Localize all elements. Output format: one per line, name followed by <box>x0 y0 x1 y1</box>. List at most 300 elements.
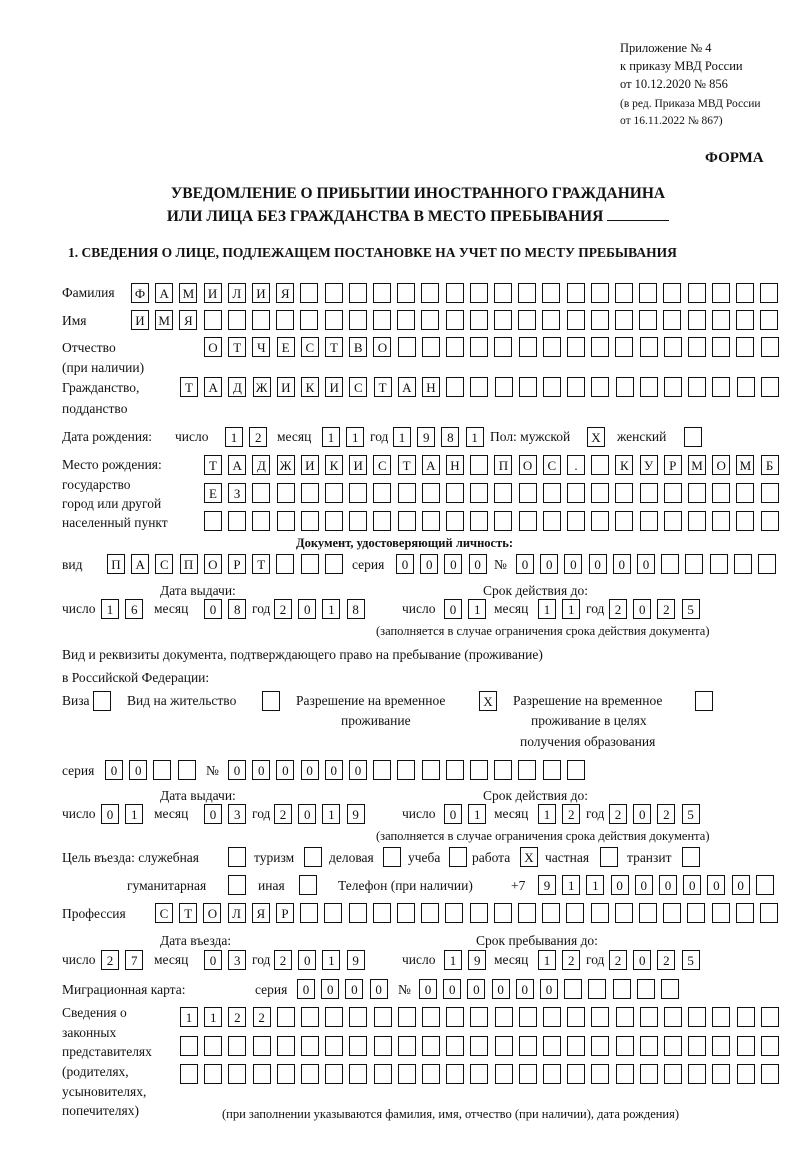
char-box[interactable]: 0 <box>105 760 123 780</box>
char-box[interactable]: Т <box>180 377 198 397</box>
char-box[interactable]: 0 <box>419 979 437 999</box>
char-box[interactable]: О <box>373 337 391 357</box>
char-box[interactable]: О <box>519 455 537 475</box>
char-box[interactable] <box>519 337 537 357</box>
char-box[interactable]: С <box>543 455 561 475</box>
char-box[interactable] <box>373 903 391 923</box>
char-box[interactable] <box>325 483 343 503</box>
char-box[interactable]: 2 <box>274 804 292 824</box>
char-box[interactable]: Е <box>204 483 222 503</box>
char-box[interactable] <box>470 283 488 303</box>
char-box[interactable] <box>737 1036 755 1056</box>
char-box[interactable]: О <box>204 554 222 574</box>
char-box[interactable] <box>519 1007 537 1027</box>
char-box[interactable]: Ж <box>277 455 295 475</box>
char-box[interactable]: И <box>277 377 295 397</box>
char-box[interactable] <box>542 310 560 330</box>
char-box[interactable]: 0 <box>301 760 319 780</box>
char-box[interactable] <box>374 1036 392 1056</box>
char-box[interactable]: 0 <box>516 554 534 574</box>
char-box[interactable]: 0 <box>611 875 629 895</box>
char-box[interactable]: 0 <box>276 760 294 780</box>
char-box[interactable] <box>495 1036 513 1056</box>
char-box[interactable] <box>664 1064 682 1084</box>
char-box[interactable]: Р <box>276 903 294 923</box>
char-box[interactable]: 0 <box>228 760 246 780</box>
char-box[interactable]: 0 <box>492 979 510 999</box>
char-box[interactable]: К <box>615 455 633 475</box>
char-box[interactable] <box>736 511 754 531</box>
char-box[interactable] <box>446 511 464 531</box>
char-box[interactable] <box>276 554 294 574</box>
char-box[interactable]: 0 <box>370 979 388 999</box>
char-box[interactable] <box>736 337 754 357</box>
char-box[interactable]: 9 <box>417 427 435 447</box>
char-box[interactable] <box>421 283 439 303</box>
char-box[interactable] <box>712 1064 730 1084</box>
char-box[interactable] <box>712 283 730 303</box>
char-box[interactable] <box>398 1036 416 1056</box>
char-box[interactable]: 1 <box>180 1007 198 1027</box>
char-box[interactable] <box>349 1036 367 1056</box>
char-box[interactable]: Т <box>252 554 270 574</box>
char-box[interactable] <box>688 337 706 357</box>
char-box[interactable] <box>301 483 319 503</box>
char-box[interactable] <box>567 1036 585 1056</box>
char-box[interactable]: О <box>712 455 730 475</box>
char-box[interactable]: 0 <box>613 554 631 574</box>
char-box[interactable] <box>204 1064 222 1084</box>
char-box[interactable]: Н <box>446 455 464 475</box>
char-box[interactable] <box>591 1007 609 1027</box>
char-box[interactable] <box>712 903 730 923</box>
char-box[interactable]: М <box>179 283 197 303</box>
char-box[interactable] <box>567 377 585 397</box>
char-box[interactable] <box>567 337 585 357</box>
char-box[interactable]: 8 <box>441 427 459 447</box>
char-box[interactable]: Е <box>277 337 295 357</box>
char-box[interactable]: У <box>640 455 658 475</box>
char-box[interactable] <box>640 1036 658 1056</box>
char-box[interactable]: О <box>204 337 222 357</box>
char-box[interactable] <box>518 760 536 780</box>
char-box[interactable]: А <box>422 455 440 475</box>
char-box[interactable] <box>228 310 246 330</box>
char-box[interactable] <box>397 903 415 923</box>
char-box[interactable] <box>300 310 318 330</box>
char-box[interactable] <box>228 875 246 895</box>
char-box[interactable]: Л <box>228 903 246 923</box>
char-box[interactable]: Т <box>228 337 246 357</box>
char-box[interactable] <box>736 903 754 923</box>
char-box[interactable]: П <box>107 554 125 574</box>
char-box[interactable]: Я <box>276 283 294 303</box>
char-box[interactable]: 2 <box>609 804 627 824</box>
char-box[interactable] <box>591 283 609 303</box>
char-box[interactable] <box>325 554 343 574</box>
char-box[interactable]: И <box>349 455 367 475</box>
char-box[interactable] <box>300 283 318 303</box>
char-box[interactable] <box>567 511 585 531</box>
char-box[interactable] <box>301 554 319 574</box>
char-box[interactable] <box>301 1007 319 1027</box>
char-box[interactable] <box>470 483 488 503</box>
char-box[interactable] <box>446 283 464 303</box>
char-box[interactable] <box>445 903 463 923</box>
char-box[interactable]: 1 <box>393 427 411 447</box>
char-box[interactable]: 1 <box>322 950 340 970</box>
char-box[interactable]: М <box>736 455 754 475</box>
char-box[interactable]: М <box>155 310 173 330</box>
char-box[interactable] <box>591 310 609 330</box>
char-box[interactable] <box>470 455 488 475</box>
char-box[interactable]: П <box>494 455 512 475</box>
char-box[interactable] <box>543 377 561 397</box>
char-box[interactable]: 0 <box>444 554 462 574</box>
char-box[interactable]: 1 <box>322 804 340 824</box>
char-box[interactable]: 0 <box>633 950 651 970</box>
char-box[interactable] <box>349 483 367 503</box>
char-box[interactable] <box>591 1036 609 1056</box>
char-box[interactable]: З <box>228 483 246 503</box>
char-box[interactable] <box>736 310 754 330</box>
char-box[interactable]: Т <box>374 377 392 397</box>
char-box[interactable] <box>277 1064 295 1084</box>
char-box[interactable]: 1 <box>538 804 556 824</box>
char-box[interactable] <box>663 283 681 303</box>
char-box[interactable]: 2 <box>562 804 580 824</box>
char-box[interactable]: X <box>479 691 497 711</box>
char-box[interactable] <box>761 483 779 503</box>
char-box[interactable] <box>470 903 488 923</box>
char-box[interactable] <box>253 1036 271 1056</box>
char-box[interactable] <box>543 337 561 357</box>
char-box[interactable] <box>712 337 730 357</box>
char-box[interactable] <box>253 1064 271 1084</box>
char-box[interactable] <box>397 760 415 780</box>
char-box[interactable]: 1 <box>466 427 484 447</box>
char-box[interactable]: 0 <box>444 804 462 824</box>
char-box[interactable] <box>494 483 512 503</box>
char-box[interactable] <box>397 283 415 303</box>
char-box[interactable]: 6 <box>125 599 143 619</box>
char-box[interactable]: 2 <box>253 1007 271 1027</box>
char-box[interactable] <box>736 483 754 503</box>
char-box[interactable] <box>519 1064 537 1084</box>
char-box[interactable] <box>712 1036 730 1056</box>
char-box[interactable] <box>664 1036 682 1056</box>
char-box[interactable] <box>664 1007 682 1027</box>
char-box[interactable] <box>542 903 560 923</box>
char-box[interactable]: 2 <box>274 950 292 970</box>
char-box[interactable] <box>422 1064 440 1084</box>
char-box[interactable] <box>663 310 681 330</box>
char-box[interactable] <box>615 483 633 503</box>
char-box[interactable] <box>277 511 295 531</box>
char-box[interactable] <box>422 483 440 503</box>
char-box[interactable] <box>446 1036 464 1056</box>
char-box[interactable]: 1 <box>444 950 462 970</box>
char-box[interactable]: 7 <box>125 950 143 970</box>
char-box[interactable] <box>712 377 730 397</box>
char-box[interactable] <box>262 691 280 711</box>
char-box[interactable] <box>682 847 700 867</box>
char-box[interactable]: . <box>567 455 585 475</box>
char-box[interactable] <box>397 310 415 330</box>
char-box[interactable]: 0 <box>633 804 651 824</box>
char-box[interactable] <box>761 1064 779 1084</box>
char-box[interactable]: К <box>301 377 319 397</box>
char-box[interactable]: 2 <box>249 427 267 447</box>
char-box[interactable] <box>519 483 537 503</box>
char-box[interactable]: 1 <box>586 875 604 895</box>
char-box[interactable] <box>93 691 111 711</box>
char-box[interactable]: Я <box>252 903 270 923</box>
char-box[interactable] <box>325 1007 343 1027</box>
char-box[interactable]: 2 <box>609 950 627 970</box>
char-box[interactable] <box>398 1007 416 1027</box>
char-box[interactable] <box>737 1007 755 1027</box>
char-box[interactable]: 0 <box>204 599 222 619</box>
char-box[interactable]: 0 <box>325 760 343 780</box>
char-box[interactable] <box>277 1036 295 1056</box>
char-box[interactable] <box>349 903 367 923</box>
char-box[interactable] <box>688 1007 706 1027</box>
char-box[interactable] <box>470 337 488 357</box>
char-box[interactable]: С <box>373 455 391 475</box>
char-box[interactable] <box>470 1064 488 1084</box>
char-box[interactable] <box>761 511 779 531</box>
char-box[interactable]: 1 <box>538 599 556 619</box>
char-box[interactable] <box>204 1036 222 1056</box>
char-box[interactable] <box>734 554 752 574</box>
char-box[interactable] <box>661 554 679 574</box>
char-box[interactable]: 2 <box>101 950 119 970</box>
char-box[interactable] <box>588 979 606 999</box>
char-box[interactable]: 5 <box>682 599 700 619</box>
char-box[interactable]: 2 <box>657 599 675 619</box>
char-box[interactable]: Р <box>664 455 682 475</box>
char-box[interactable]: 2 <box>274 599 292 619</box>
char-box[interactable] <box>688 511 706 531</box>
char-box[interactable]: 9 <box>347 950 365 970</box>
char-box[interactable] <box>446 1007 464 1027</box>
char-box[interactable] <box>567 1064 585 1084</box>
char-box[interactable]: И <box>204 283 222 303</box>
char-box[interactable] <box>591 337 609 357</box>
char-box[interactable]: 1 <box>204 1007 222 1027</box>
char-box[interactable]: 0 <box>443 979 461 999</box>
char-box[interactable] <box>591 511 609 531</box>
char-box[interactable]: 0 <box>444 599 462 619</box>
char-box[interactable] <box>446 760 464 780</box>
char-box[interactable] <box>543 1036 561 1056</box>
char-box[interactable] <box>664 511 682 531</box>
char-box[interactable] <box>591 455 609 475</box>
char-box[interactable] <box>615 337 633 357</box>
char-box[interactable] <box>180 1064 198 1084</box>
char-box[interactable] <box>470 760 488 780</box>
char-box[interactable] <box>349 283 367 303</box>
char-box[interactable] <box>518 283 536 303</box>
char-box[interactable] <box>349 1064 367 1084</box>
char-box[interactable] <box>228 511 246 531</box>
char-box[interactable] <box>688 377 706 397</box>
char-box[interactable] <box>615 903 633 923</box>
char-box[interactable] <box>637 979 655 999</box>
char-box[interactable]: 3 <box>228 950 246 970</box>
char-box[interactable]: Н <box>422 377 440 397</box>
char-box[interactable] <box>495 377 513 397</box>
char-box[interactable] <box>495 1007 513 1027</box>
char-box[interactable] <box>616 377 634 397</box>
char-box[interactable] <box>567 1007 585 1027</box>
char-box[interactable]: X <box>520 847 538 867</box>
char-box[interactable]: 0 <box>637 554 655 574</box>
char-box[interactable]: 1 <box>125 804 143 824</box>
char-box[interactable]: 0 <box>589 554 607 574</box>
char-box[interactable]: 8 <box>228 599 246 619</box>
char-box[interactable] <box>470 377 488 397</box>
char-box[interactable]: 0 <box>298 950 316 970</box>
char-box[interactable]: 0 <box>345 979 363 999</box>
char-box[interactable] <box>373 283 391 303</box>
char-box[interactable] <box>324 903 342 923</box>
char-box[interactable] <box>761 1007 779 1027</box>
char-box[interactable]: 0 <box>396 554 414 574</box>
char-box[interactable]: М <box>688 455 706 475</box>
char-box[interactable] <box>494 310 512 330</box>
char-box[interactable] <box>446 377 464 397</box>
char-box[interactable] <box>542 283 560 303</box>
char-box[interactable] <box>470 310 488 330</box>
char-box[interactable] <box>688 1036 706 1056</box>
char-box[interactable]: 2 <box>609 599 627 619</box>
char-box[interactable]: 0 <box>659 875 677 895</box>
char-box[interactable] <box>494 903 512 923</box>
char-box[interactable] <box>204 511 222 531</box>
char-box[interactable]: 0 <box>298 804 316 824</box>
char-box[interactable] <box>760 903 778 923</box>
char-box[interactable] <box>661 979 679 999</box>
char-box[interactable] <box>518 903 536 923</box>
char-box[interactable] <box>758 554 776 574</box>
char-box[interactable] <box>687 903 705 923</box>
char-box[interactable]: 0 <box>469 554 487 574</box>
char-box[interactable]: С <box>155 903 173 923</box>
char-box[interactable] <box>277 1007 295 1027</box>
char-box[interactable] <box>204 310 222 330</box>
char-box[interactable]: А <box>204 377 222 397</box>
char-box[interactable] <box>228 847 246 867</box>
char-box[interactable] <box>470 511 488 531</box>
char-box[interactable] <box>422 1007 440 1027</box>
char-box[interactable] <box>301 511 319 531</box>
char-box[interactable] <box>325 1036 343 1056</box>
char-box[interactable]: 0 <box>633 599 651 619</box>
char-box[interactable]: X <box>587 427 605 447</box>
char-box[interactable] <box>664 483 682 503</box>
char-box[interactable] <box>737 1064 755 1084</box>
char-box[interactable] <box>446 337 464 357</box>
char-box[interactable]: Ч <box>252 337 270 357</box>
char-box[interactable]: 9 <box>468 950 486 970</box>
char-box[interactable]: И <box>325 377 343 397</box>
char-box[interactable] <box>494 760 512 780</box>
char-box[interactable] <box>737 377 755 397</box>
char-box[interactable] <box>153 760 171 780</box>
char-box[interactable] <box>543 483 561 503</box>
char-box[interactable] <box>615 511 633 531</box>
char-box[interactable] <box>519 511 537 531</box>
char-box[interactable] <box>760 283 778 303</box>
char-box[interactable] <box>374 1007 392 1027</box>
char-box[interactable] <box>494 511 512 531</box>
char-box[interactable] <box>519 1036 537 1056</box>
char-box[interactable] <box>710 554 728 574</box>
char-box[interactable] <box>567 310 585 330</box>
char-box[interactable] <box>373 760 391 780</box>
char-box[interactable] <box>688 483 706 503</box>
char-box[interactable] <box>325 283 343 303</box>
char-box[interactable]: 0 <box>321 979 339 999</box>
char-box[interactable] <box>566 903 584 923</box>
char-box[interactable]: Т <box>204 455 222 475</box>
char-box[interactable] <box>373 511 391 531</box>
char-box[interactable] <box>349 1007 367 1027</box>
char-box[interactable]: А <box>398 377 416 397</box>
char-box[interactable] <box>664 377 682 397</box>
char-box[interactable] <box>688 1064 706 1084</box>
char-box[interactable] <box>373 483 391 503</box>
char-box[interactable]: 1 <box>468 804 486 824</box>
char-box[interactable] <box>640 337 658 357</box>
char-box[interactable]: 1 <box>322 427 340 447</box>
char-box[interactable] <box>663 903 681 923</box>
char-box[interactable]: 0 <box>420 554 438 574</box>
char-box[interactable]: 0 <box>635 875 653 895</box>
char-box[interactable] <box>616 1036 634 1056</box>
char-box[interactable] <box>421 903 439 923</box>
char-box[interactable] <box>252 511 270 531</box>
char-box[interactable]: 1 <box>562 875 580 895</box>
char-box[interactable] <box>615 283 633 303</box>
char-box[interactable] <box>422 1036 440 1056</box>
char-box[interactable] <box>383 847 401 867</box>
char-box[interactable]: 0 <box>467 979 485 999</box>
char-box[interactable]: 1 <box>101 599 119 619</box>
char-box[interactable] <box>543 511 561 531</box>
char-box[interactable]: 0 <box>540 979 558 999</box>
char-box[interactable] <box>373 310 391 330</box>
char-box[interactable] <box>398 337 416 357</box>
char-box[interactable] <box>712 310 730 330</box>
char-box[interactable] <box>685 554 703 574</box>
char-box[interactable]: Д <box>252 455 270 475</box>
char-box[interactable]: 0 <box>298 599 316 619</box>
char-box[interactable]: Т <box>179 903 197 923</box>
char-box[interactable] <box>591 377 609 397</box>
char-box[interactable]: И <box>252 283 270 303</box>
char-box[interactable] <box>277 483 295 503</box>
char-box[interactable]: 0 <box>204 804 222 824</box>
char-box[interactable] <box>761 337 779 357</box>
char-box[interactable]: 1 <box>346 427 364 447</box>
char-box[interactable]: 2 <box>562 950 580 970</box>
char-box[interactable] <box>567 283 585 303</box>
char-box[interactable] <box>178 760 196 780</box>
char-box[interactable] <box>543 1064 561 1084</box>
